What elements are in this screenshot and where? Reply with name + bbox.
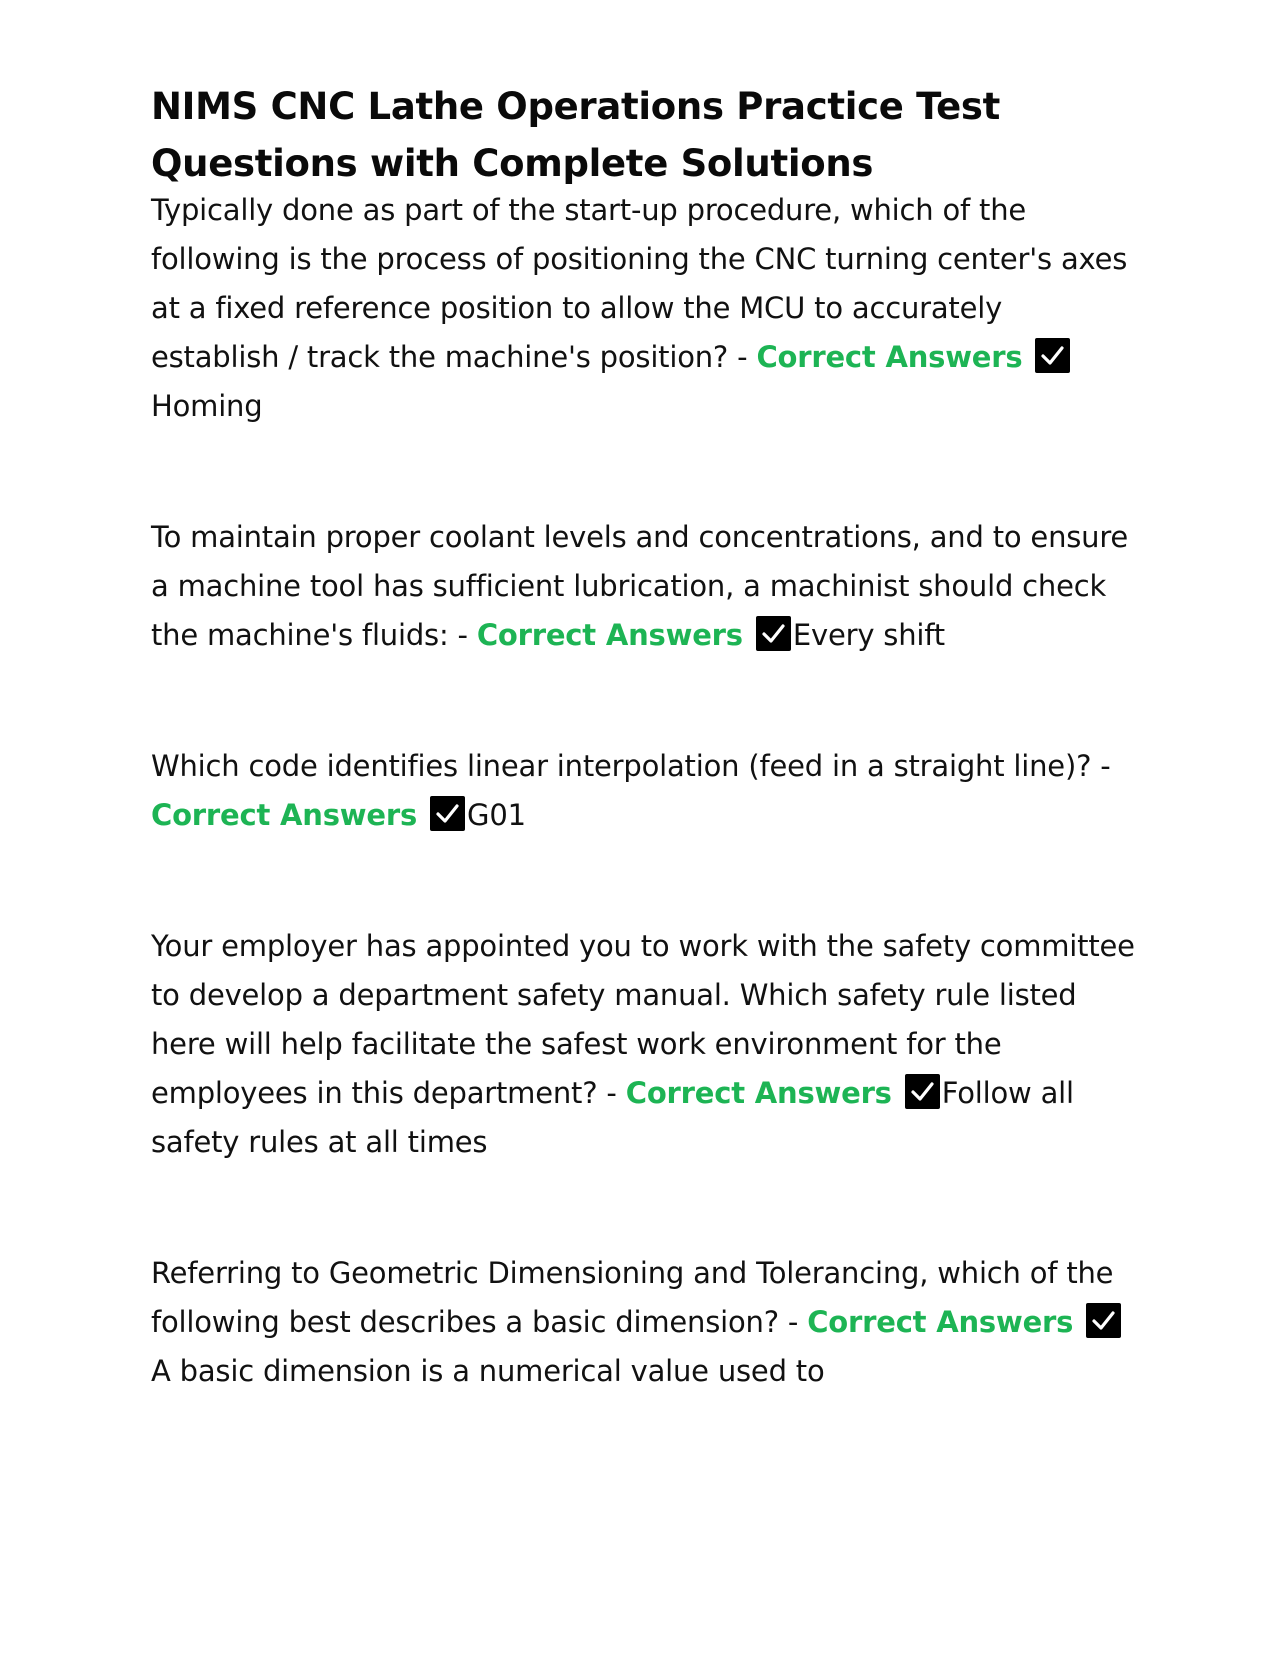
correct-answers-label: Correct Answers xyxy=(807,1305,1074,1339)
check-box-icon xyxy=(905,1074,940,1109)
check-box-icon xyxy=(1086,1303,1121,1338)
document-title: NIMS CNC Lathe Operations Practice Test Questions with Complete Solutions xyxy=(151,85,1001,185)
correct-answers-label: Correct Answers xyxy=(151,798,418,832)
qa-item-4 xyxy=(151,922,1136,1167)
check-box-icon xyxy=(430,796,465,831)
question-text: Typically done as part of the start-up procedure, which of the following is the process of positioning the CNC turning center's axes at a fixed reference position to allow the MCU to accurately establish / track the machine's position? - xyxy=(151,193,1128,374)
correct-answers-label: Correct Answers xyxy=(756,340,1023,374)
check-box-icon xyxy=(1035,338,1070,373)
answer-text: Every shift xyxy=(792,618,945,652)
question-text: Referring to Geometric Dimensioning and Tolerancing, which of the following best describes a basic dimension? - xyxy=(151,1256,1114,1339)
question-text: Your employer has appointed you to work with the safety committee to develop a department safety manual. Which safety rule listed here will help facilitate the safest work environment for the employees in this department? - xyxy=(151,929,1135,1110)
question-text: Which code identifies linear interpolation (feed in a straight line)? - xyxy=(151,749,1111,783)
qa-item-5 xyxy=(151,1249,1136,1396)
question-text: To maintain proper coolant levels and concentrations, and to ensure a machine tool has sufficient lubrication, a machinist should check the machine's fluids: - xyxy=(151,520,1129,652)
qa-item-1 xyxy=(151,186,1136,431)
qa-item-2 xyxy=(151,513,1136,660)
correct-answers-label: Correct Answers xyxy=(476,618,743,652)
check-box-icon xyxy=(756,616,791,651)
answer-text: Homing xyxy=(151,389,263,423)
answer-text: G01 xyxy=(467,798,526,832)
answer-text: Follow all safety rules at all times xyxy=(151,1076,1074,1159)
answer-text: A basic dimension is a numerical value used to xyxy=(151,1354,825,1388)
document-page xyxy=(151,78,1136,1396)
correct-answers-label: Correct Answers xyxy=(625,1076,892,1110)
qa-item-3 xyxy=(151,742,1136,840)
